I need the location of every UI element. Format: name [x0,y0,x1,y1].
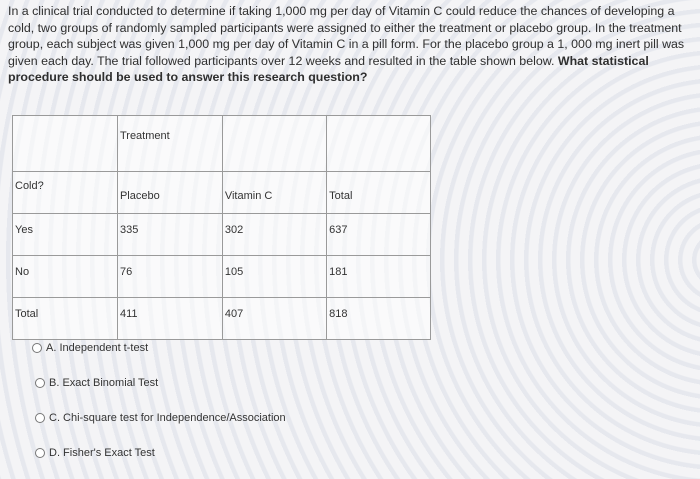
no-total-value: 181 [329,266,348,278]
option-d-label: D. Fisher's Exact Test [49,447,155,459]
table-row-label [13,256,118,298]
question-text [8,3,692,86]
total-placebo-value: 411 [119,308,138,320]
table-row [13,256,431,298]
table-col-total [327,172,431,214]
yes-vitamin-c-value: 302 [224,224,244,236]
table-cell [222,256,326,298]
no-vitamin-c-value: 105 [224,266,244,278]
table-cell [222,298,326,340]
total-total-value: 818 [329,308,348,320]
placebo-label: Placebo [119,190,160,202]
table-row-label [13,214,118,256]
table-row [13,116,431,172]
table-row-label-cold [13,172,118,214]
option-c-label: C. Chi-square test for Independence/Association [49,412,286,424]
no-label: No [15,266,30,278]
table-cell-empty [327,116,431,172]
table-cell [327,298,431,340]
table-cell-empty [222,116,326,172]
option-b-label: B. Exact Binomial Test [49,377,159,389]
radio-button-icon[interactable] [35,378,45,388]
total-row-label: Total [15,308,39,320]
vitamin-c-label: Vitamin C [224,190,273,202]
option-c[interactable] [35,412,286,424]
total-vitamin-c-value: 407 [224,308,244,320]
option-a-label: A. Independent t-test [46,342,149,354]
table-col-vitamin-c [222,172,326,214]
table-row [13,172,431,214]
table-row [13,298,431,340]
radio-button-icon[interactable] [32,343,42,353]
question-body: In a clinical trial conducted to determine if taking 1,000 mg per day of Vitamin C could reduce the chances of developing a cold, two groups of randomly sampled participants were assigned to either the treatment or placebo group. In the treatment group, each subject was given 1,000 mg per day of Vitamin C in a pill form. For the placebo group a 1, 000 mg inert pill was given each day. The trial followed participants over 12 weeks and resulted in the table shown below. [8,4,685,68]
total-col-label: Total [329,190,353,202]
table-row [13,214,431,256]
option-d[interactable] [35,447,155,459]
table-cell [117,214,222,256]
table-cell [117,298,222,340]
question-prompt: What statistical procedure should be used to answer this research question? [8,53,649,84]
table-cell [327,256,431,298]
cold-label: Cold? [15,180,44,192]
table-cell [222,214,326,256]
table-col-placebo [117,172,222,214]
table-cell [117,256,222,298]
option-a[interactable] [32,342,148,354]
table-cell-empty [13,116,118,172]
no-placebo-value: 76 [119,266,133,278]
option-b[interactable] [35,377,158,389]
radio-button-icon[interactable] [35,413,45,423]
yes-placebo-value: 335 [119,224,139,236]
radio-button-icon[interactable] [35,448,45,458]
yes-total-value: 637 [329,224,348,236]
table-cell [327,214,431,256]
yes-label: Yes [15,224,33,236]
treatment-label: Treatment [119,130,170,142]
table-row-label [13,298,118,340]
contingency-table [12,115,431,340]
table-header-treatment [117,116,222,172]
